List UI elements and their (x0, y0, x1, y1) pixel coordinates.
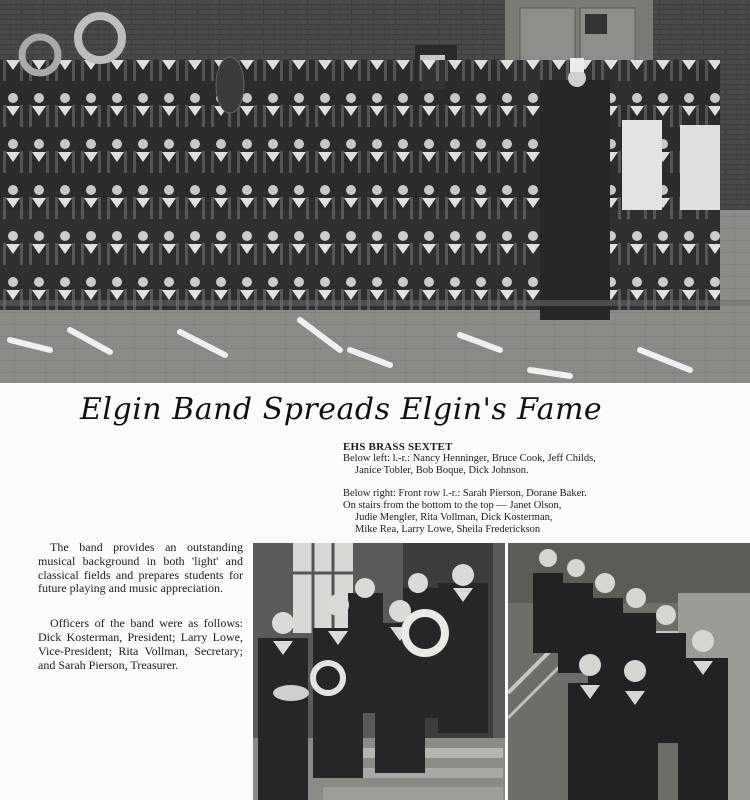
caption-below-right-line-3: Judie Mengler, Rita Vollman, Dick Kosterman, (355, 512, 553, 523)
stairs-group-photo-image (508, 543, 750, 800)
caption-below-right-line-1: Below right: Front row l.-r.: Sarah Pierson, Dorane Baker. (343, 488, 587, 499)
caption-spacer (343, 477, 743, 488)
photo-captions (343, 441, 743, 536)
caption-below-right-line-4: Mike Rea, Larry Lowe, Sheila Frederickson (355, 524, 541, 535)
caption-below-left-line-1: Below left: l.-r.: Nancy Henninger, Bruce Cook, Jeff Childs, (343, 453, 596, 464)
brass-sextet-photo (253, 543, 505, 800)
body-paragraph-1: The band provides an outstanding musical background in both 'light' and classical fields and prepares students for future playing and music appreciation. (38, 540, 243, 596)
caption-title: EHS BRASS SEXTET (343, 441, 453, 453)
brass-sextet-photo-image (253, 543, 505, 800)
page-headline: Elgin Band Spreads Elgin's Fame (80, 392, 603, 427)
caption-below-left-line-2: Janice Tobler, Bob Boque, Dick Johnson. (355, 465, 529, 476)
band-group-photo-image (0, 0, 750, 383)
caption-below-right-line-2: On stairs from the bottom to the top — Janet Olson, (343, 500, 562, 511)
body-paragraph-2: Officers of the band were as follows: Dick Kosterman, President; Larry Lowe, Vice-President; Rita Vollman, Secretary; and Sarah Pierson, Treasurer. (38, 616, 243, 672)
band-group-photo (0, 0, 750, 383)
body-text (38, 541, 243, 693)
stairs-group-photo (508, 543, 750, 800)
